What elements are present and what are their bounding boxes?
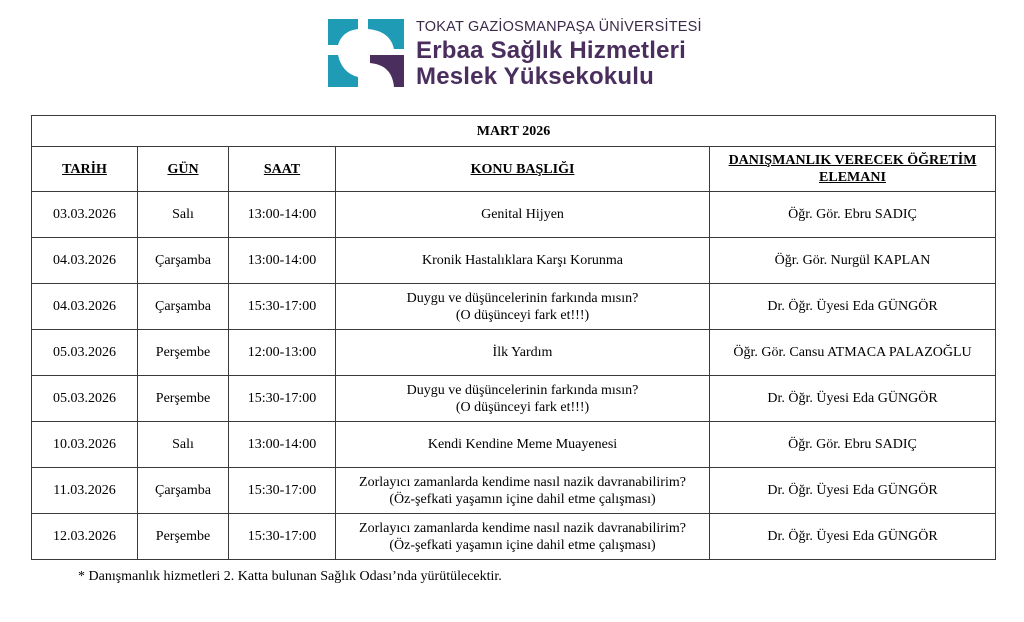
school-name-line2: Meslek Yüksekokulu <box>416 63 654 90</box>
cell-time: 15:30-17:00 <box>229 284 336 330</box>
table-row <box>32 514 996 560</box>
cell-date: 05.03.2026 <box>32 330 138 376</box>
table-row <box>32 238 996 284</box>
table-row <box>32 376 996 422</box>
cell-date: 10.03.2026 <box>32 422 138 468</box>
cell-date: 04.03.2026 <box>32 284 138 330</box>
topic-title: Kronik Hastalıklara Karşı Korunma <box>422 253 623 268</box>
table-row <box>32 192 996 238</box>
cell-topic <box>336 192 710 238</box>
cell-day: Perşembe <box>138 330 229 376</box>
cell-topic <box>336 284 710 330</box>
topic-title: Kendi Kendine Meme Muayenesi <box>427 437 618 452</box>
cell-day: Perşembe <box>138 376 229 422</box>
cell-date: 04.03.2026 <box>32 238 138 284</box>
topic-title: İlk Yardım <box>492 345 553 360</box>
cell-topic <box>336 238 710 284</box>
cell-time: 15:30-17:00 <box>229 376 336 422</box>
table-row <box>32 422 996 468</box>
cell-time: 15:30-17:00 <box>229 514 336 560</box>
cell-instructor: Dr. Öğr. Üyesi Eda GÜNGÖR <box>710 284 996 330</box>
cell-topic <box>336 376 710 422</box>
university-name: TOKAT GAZİOSMANPAŞA ÜNİVERSİTESİ <box>416 19 702 35</box>
cell-instructor: Öğr. Gör. Ebru SADIÇ <box>710 422 996 468</box>
cell-instructor: Dr. Öğr. Üyesi Eda GÜNGÖR <box>710 376 996 422</box>
cell-topic <box>336 422 710 468</box>
cell-instructor: Dr. Öğr. Üyesi Eda GÜNGÖR <box>710 514 996 560</box>
cell-instructor: Öğr. Gör. Nurgül KAPLAN <box>710 238 996 284</box>
header-row <box>32 147 996 192</box>
topic-subtitle: (O düşünceyi fark et!!!) <box>455 307 590 323</box>
topic-title: Duygu ve düşüncelerinin farkında mısın? <box>406 290 639 306</box>
cell-time: 15:30-17:00 <box>229 468 336 514</box>
table-row <box>32 284 996 330</box>
cell-date: 12.03.2026 <box>32 514 138 560</box>
cell-date: 05.03.2026 <box>32 376 138 422</box>
cell-day: Çarşamba <box>138 284 229 330</box>
table-title-row <box>32 116 996 147</box>
cell-date: 03.03.2026 <box>32 192 138 238</box>
university-logo-icon <box>328 19 404 87</box>
header-day: GÜN <box>138 147 229 192</box>
header-date: TARİH <box>32 147 138 192</box>
header-time: SAAT <box>229 147 336 192</box>
table-row <box>32 468 996 514</box>
table-title: MART 2026 <box>32 116 996 147</box>
topic-title: Zorlayıcı zamanlarda kendime nasıl nazik davranabilirim? <box>359 474 686 490</box>
school-name-line1: Erbaa Sağlık Hizmetleri <box>416 37 687 64</box>
cell-instructor: Öğr. Gör. Ebru SADIÇ <box>710 192 996 238</box>
footnote: * Danışmanlık hizmetleri 2. Katta bulunan Sağlık Odası’nda yürütülecektir. <box>78 569 502 584</box>
cell-topic <box>336 468 710 514</box>
cell-time: 13:00-14:00 <box>229 422 336 468</box>
table-row <box>32 330 996 376</box>
cell-time: 13:00-14:00 <box>229 192 336 238</box>
cell-instructor: Dr. Öğr. Üyesi Eda GÜNGÖR <box>710 468 996 514</box>
schedule-table <box>31 115 996 560</box>
cell-topic <box>336 514 710 560</box>
cell-day: Salı <box>138 192 229 238</box>
topic-subtitle: (O düşünceyi fark et!!!) <box>455 399 590 415</box>
topic-title: Zorlayıcı zamanlarda kendime nasıl nazik davranabilirim? <box>359 520 686 536</box>
topic-title: Duygu ve düşüncelerinin farkında mısın? <box>406 382 639 398</box>
cell-day: Salı <box>138 422 229 468</box>
header-topic: KONU BAŞLIĞI <box>336 147 710 192</box>
topic-title: Genital Hijyen <box>481 207 564 222</box>
cell-time: 12:00-13:00 <box>229 330 336 376</box>
cell-day: Çarşamba <box>138 468 229 514</box>
cell-date: 11.03.2026 <box>32 468 138 514</box>
cell-day: Çarşamba <box>138 238 229 284</box>
cell-topic <box>336 330 710 376</box>
topic-subtitle: (Öz-şefkati yaşamın içine dahil etme çalışması) <box>389 537 656 553</box>
header-instructor: DANIŞMANLIK VERECEK ÖĞRETİM ELEMANI <box>710 147 996 192</box>
cell-instructor: Öğr. Gör. Cansu ATMACA PALAZOĞLU <box>710 330 996 376</box>
topic-subtitle: (Öz-şefkati yaşamın içine dahil etme çalışması) <box>389 491 656 507</box>
institution-logo <box>328 19 708 89</box>
cell-time: 13:00-14:00 <box>229 238 336 284</box>
cell-day: Perşembe <box>138 514 229 560</box>
